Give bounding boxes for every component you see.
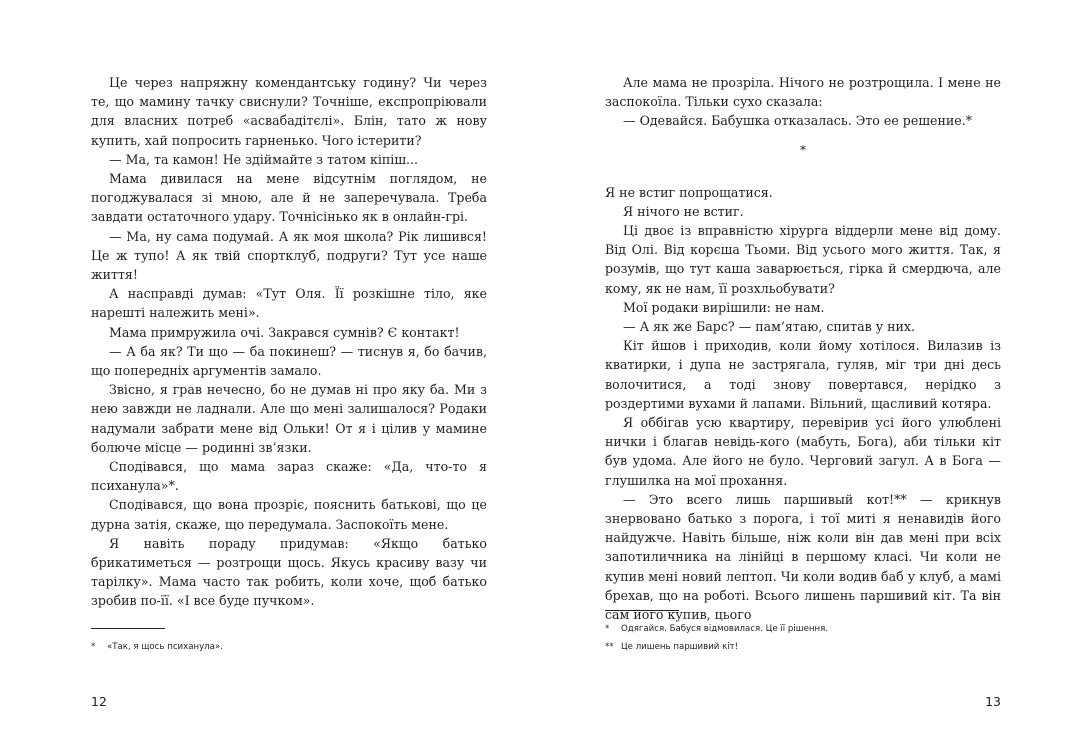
paragraph: — Это всего лишь паршивый кот!** — крикнув знервовано батько з порога, і тої миті я ненавидів його найдужче. Навіть більше, ніж коли він дав мені при всіх запотиличника на лінійці в першому класі. Чи коли не купив мені новий лептоп. Чи коли водив баб у клуб, а мамі брехав, що на роботі. Всього лишень паршивий кіт. Та він сам його купив, цього xyxy=(605,491,1001,623)
paragraph: Ці двоє із вправністю хірурга віддерли мене від дому. Від Олі. Від корєша Тьоми. Від усього мого життя. Так, я розумів, що тут каша заварюється, гірка й смердюча, але кому, як не нам, її розхльобувати? xyxy=(605,223,1001,296)
paragraph: Але мама не прозріла. Нічого не розтрощила. І мене не заспокоїла. Тільки сухо сказала: xyxy=(605,75,1001,110)
paragraph: Я оббігав усю квартиру, перевірив усі його улюблені нички і благав невідь-кого (мабуть, Бога), аби тільки кіт був удома. Але його не було. Черговий загул. А в Бога — глушилка на мої прохання. xyxy=(605,415,1001,488)
paragraph: Сподівався, що вона прозріє, пояснить батькові, що це дурна затія, скаже, що передумала. Заспокоїть мене. xyxy=(91,497,487,532)
paragraph: — А як же Барс? — пам’ятаю, спитав у них. xyxy=(623,319,916,335)
paragraph: Кіт йшов і приходив, коли йому хотілося. Вилазив із кватирки, і дупа не застрягала, гуляв, міг три дні десь волочитися, а тоді знову повертався, нерідко з роздертими вухами й лапами. Вільний, щасливий котяра. xyxy=(605,338,1001,411)
page-number: 12 xyxy=(91,694,107,709)
paragraph: — Одевайся. Бабушка отказалась. Это ее решение.* xyxy=(623,113,973,129)
footnote xyxy=(605,622,1001,636)
footnote-rule xyxy=(605,610,679,611)
paragraph: А насправді думав: «Тут Оля. Її розкішне тіло, яке нарешті належить мені». xyxy=(91,286,487,321)
paragraph: Звісно, я грав нечесно, бо не думав ні про яку ба. Ми з нею завжди не ладнали. Але що мені залишалося? Родаки надумали забрати мене від Ольки! От я і цілив у мамине болюче місце — родинні зв’язки. xyxy=(91,382,487,455)
left-page-body xyxy=(91,73,487,611)
footnote-text: Це лишень паршивий кіт! xyxy=(621,642,739,652)
paragraph: Я нічого не встиг. xyxy=(623,203,744,219)
footnote-text: «Так, я щось психанула». xyxy=(107,642,223,652)
right-page-body xyxy=(605,73,1001,624)
footnote xyxy=(605,640,1001,654)
footnote-mark: * xyxy=(91,642,96,652)
paragraph: Мама дивилася на мене відсутнім поглядом, не погоджувалася зі мною, але й не заперечувала. Треба завдати остаточного удару. Точнісінько як в онлайн-грі. xyxy=(91,171,487,225)
paragraph: Мама примружила очі. Закрався сумнів? Є контакт! xyxy=(109,324,460,340)
section-divider: * xyxy=(800,142,806,157)
paragraph: — Ма, та камон! Не здіймайте з татом кіпіш... xyxy=(109,151,419,167)
paragraph: Це через напряжну комендантську годину? Чи через те, що мамину тачку свиснули? Точніше, експропріювали для власних потреб «асвабадітєлі». Блін, тато ж нову купить, хай попросить гарненько. Чого істерити? xyxy=(91,75,487,148)
left-page xyxy=(91,0,487,752)
right-page xyxy=(605,0,1001,752)
footnote-mark: * xyxy=(605,624,610,634)
paragraph: Я навіть пораду придумав: «Якщо батько брикатиметься — розтрощи щось. Якусь красиву вазу чи тарілку». Мама часто так робить, коли хоче, щоб батько зробив по-її. «І все буде пучком». xyxy=(91,535,487,609)
footnote-text: Одягайся. Бабуся відмовилася. Це її рішення. xyxy=(621,624,829,634)
footnote-mark: ** xyxy=(605,642,614,652)
paragraph: Сподівався, що мама зараз скаже: «Да, что-то я психанула»*. xyxy=(91,459,487,494)
paragraph: — Ма, ну сама подумай. А як моя школа? Рік лишився! Це ж тупо! А як твій спортклуб, подруги? Тут усе наше життя! xyxy=(91,228,487,283)
page-number: 13 xyxy=(985,694,1001,709)
footnote xyxy=(91,640,487,654)
section-gap xyxy=(605,169,1001,183)
paragraph: Мої родаки вирішили: не нам. xyxy=(623,299,825,315)
paragraph: — А ба як? Ти що — ба покинеш? — тиснув я, бо бачив, що попередніх аргументів замало. xyxy=(91,343,487,379)
paragraph: Я не встиг попрощатися. xyxy=(605,184,773,200)
footnote-rule xyxy=(91,628,165,629)
